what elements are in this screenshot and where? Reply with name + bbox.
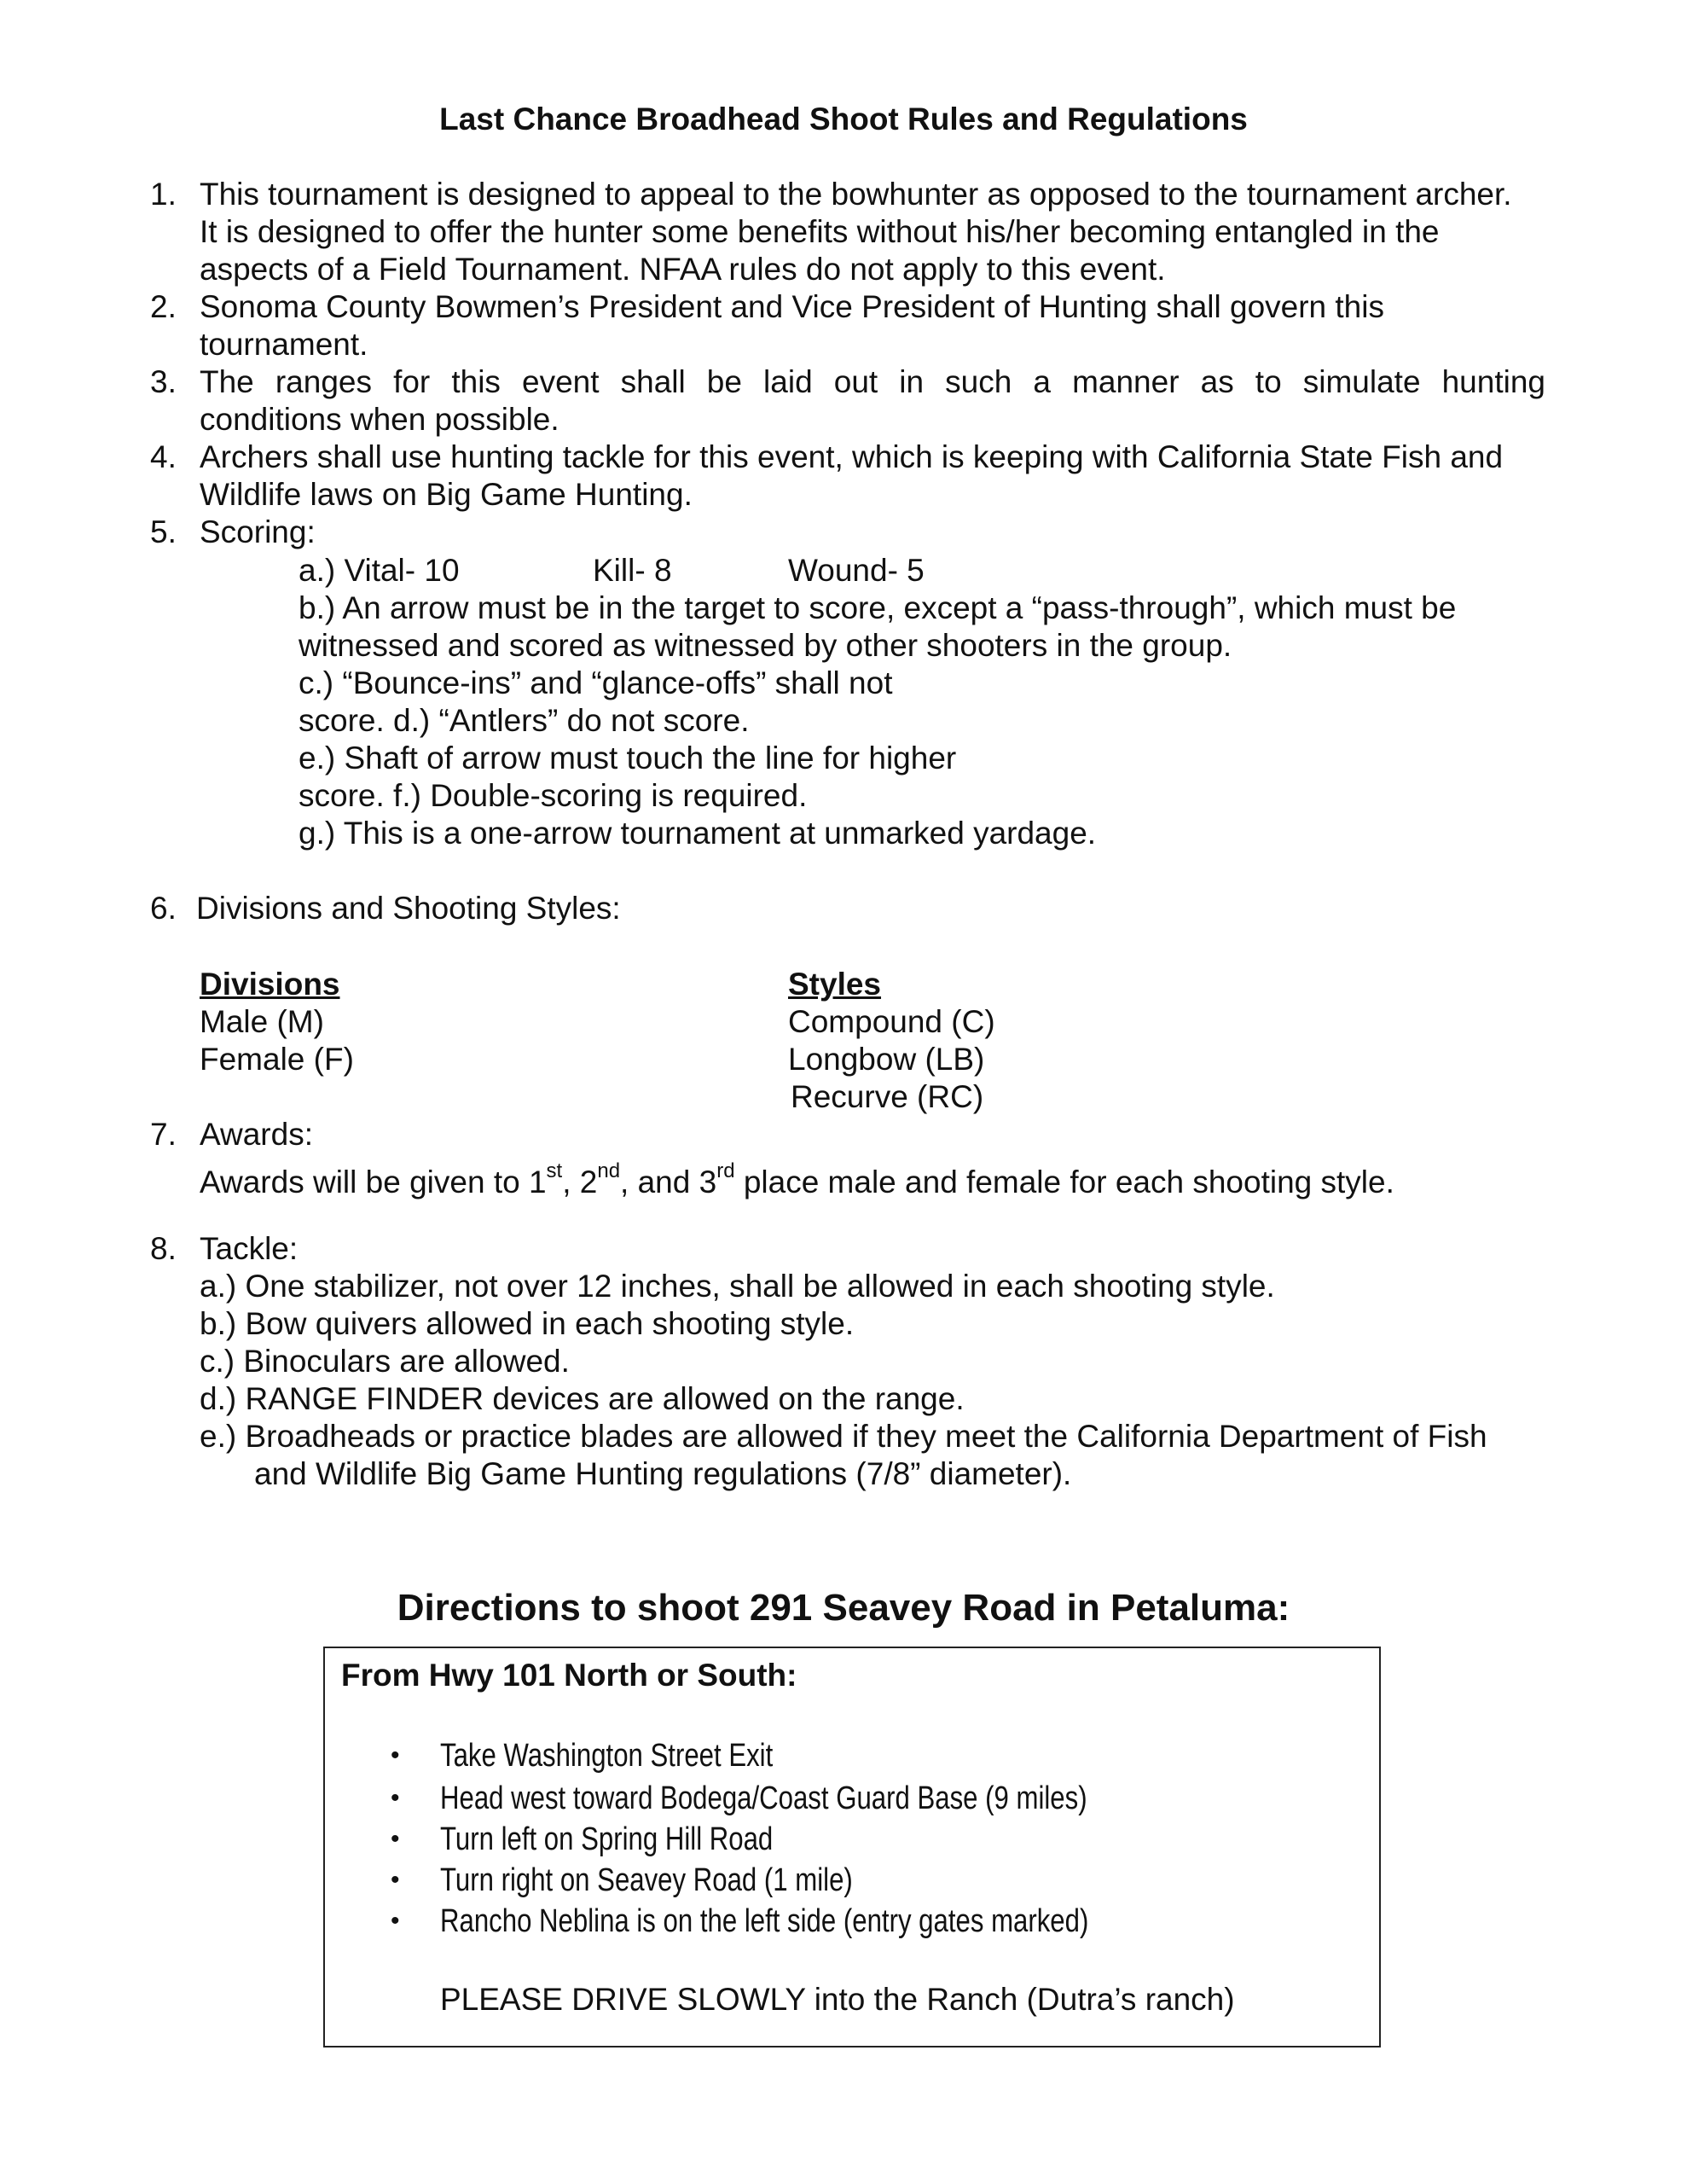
rule-3-number: 3. <box>150 364 177 399</box>
direction-step-1: Take Washington Street Exit <box>440 1738 774 1774</box>
scoring-wound: Wound- 5 <box>788 553 925 588</box>
rule-6-label: Divisions and Shooting Styles: <box>196 891 621 926</box>
tackle-e-line-1: e.) Broadheads or practice blades are allowed if they meet the California Department of Fish <box>200 1419 1487 1454</box>
rule-8-number: 8. <box>150 1231 177 1266</box>
direction-step-4: Turn right on Seavey Road (1 mile) <box>440 1862 853 1898</box>
scoring-e-line-2: score. f.) Double-scoring is required. <box>299 778 808 813</box>
tackle-d: d.) RANGE FINDER devices are allowed on the range. <box>200 1381 965 1416</box>
rule-7-label: Awards: <box>200 1117 313 1152</box>
rule-5-label: Scoring: <box>200 514 316 549</box>
rule-2-line-2: tournament. <box>200 327 368 362</box>
tackle-e-line-2: and Wildlife Big Game Hunting regulations (7/8” diameter). <box>254 1456 1072 1491</box>
directions-box-heading: From Hwy 101 North or South: <box>341 1658 797 1693</box>
rule-4-line-1: Archers shall use hunting tackle for this event, which is keeping with California State Fish and <box>200 439 1504 474</box>
tackle-a: a.) One stabilizer, not over 12 inches, shall be allowed in each shooting style. <box>200 1269 1275 1304</box>
rule-1-line-1: This tournament is designed to appeal to the bowhunter as opposed to the tournament archer. <box>200 177 1512 212</box>
direction-step-2: Head west toward Bodega/Coast Guard Base (9 miles) <box>440 1780 1087 1816</box>
style-compound: Compound (C) <box>788 1004 995 1039</box>
scoring-vital: a.) Vital- 10 <box>299 553 460 588</box>
division-female: Female (F) <box>200 1042 354 1077</box>
bullet-icon: • <box>391 1741 400 1769</box>
division-male: Male (M) <box>200 1004 324 1039</box>
direction-step-5: Rancho Neblina is on the left side (entry gates marked) <box>440 1903 1089 1939</box>
bullet-icon: • <box>391 1784 400 1812</box>
rule-7-number: 7. <box>150 1117 177 1152</box>
rule-4-line-2: Wildlife laws on Big Game Hunting. <box>200 477 693 512</box>
drive-slowly-note: PLEASE DRIVE SLOWLY into the Ranch (Dutra’s ranch) <box>440 1982 1235 2017</box>
rule-1-line-3: aspects of a Field Tournament. NFAA rules do not apply to this event. <box>200 252 1166 287</box>
tackle-c: c.) Binoculars are allowed. <box>200 1344 570 1379</box>
tackle-b: b.) Bow quivers allowed in each shooting style. <box>200 1306 855 1341</box>
rule-5-number: 5. <box>150 514 177 549</box>
rule-6-number: 6. <box>150 891 177 926</box>
directions-title: Directions to shoot 291 Seavey Road in Petaluma: <box>397 1587 1290 1629</box>
awards-text: Awards will be given to 1st, 2nd, and 3rd place male and female for each shooting style. <box>200 1159 1394 1199</box>
rule-4-number: 4. <box>150 439 177 474</box>
bullet-icon: • <box>391 1866 400 1894</box>
rule-3-line-1: The ranges for this event shall be laid out in such a manner as to simulate hunting <box>200 364 1545 399</box>
document-title: Last Chance Broadhead Shoot Rules and Regulations <box>439 102 1248 136</box>
scoring-b-line-2: witnessed and scored as witnessed by other shooters in the group. <box>299 628 1232 663</box>
rule-8-label: Tackle: <box>200 1231 299 1266</box>
scoring-g: g.) This is a one-arrow tournament at unmarked yardage. <box>299 816 1097 851</box>
direction-step-3: Turn left on Spring Hill Road <box>440 1821 774 1857</box>
rule-2-number: 2. <box>150 289 177 324</box>
rule-3-line-2: conditions when possible. <box>200 402 559 437</box>
bullet-icon: • <box>391 1907 400 1935</box>
scoring-c-line-2: score. d.) “Antlers” do not score. <box>299 703 750 738</box>
scoring-b-line-1: b.) An arrow must be in the target to score, except a “pass-through”, which must be <box>299 590 1457 625</box>
divisions-header: Divisions <box>200 967 340 1002</box>
style-recurve: Recurve (RC) <box>791 1079 984 1114</box>
styles-header: Styles <box>788 967 882 1002</box>
scoring-e-line-1: e.) Shaft of arrow must touch the line for higher <box>299 741 957 775</box>
rule-1-line-2: It is designed to offer the hunter some benefits without his/her becoming entangled in the <box>200 214 1440 249</box>
rule-2-line-1: Sonoma County Bowmen’s President and Vice President of Hunting shall govern this <box>200 289 1384 324</box>
style-longbow: Longbow (LB) <box>788 1042 985 1077</box>
rule-1-number: 1. <box>150 177 177 212</box>
scoring-kill: Kill- 8 <box>593 553 672 588</box>
scoring-c-line-1: c.) “Bounce-ins” and “glance-offs” shall not <box>299 665 893 700</box>
bullet-icon: • <box>391 1825 400 1853</box>
